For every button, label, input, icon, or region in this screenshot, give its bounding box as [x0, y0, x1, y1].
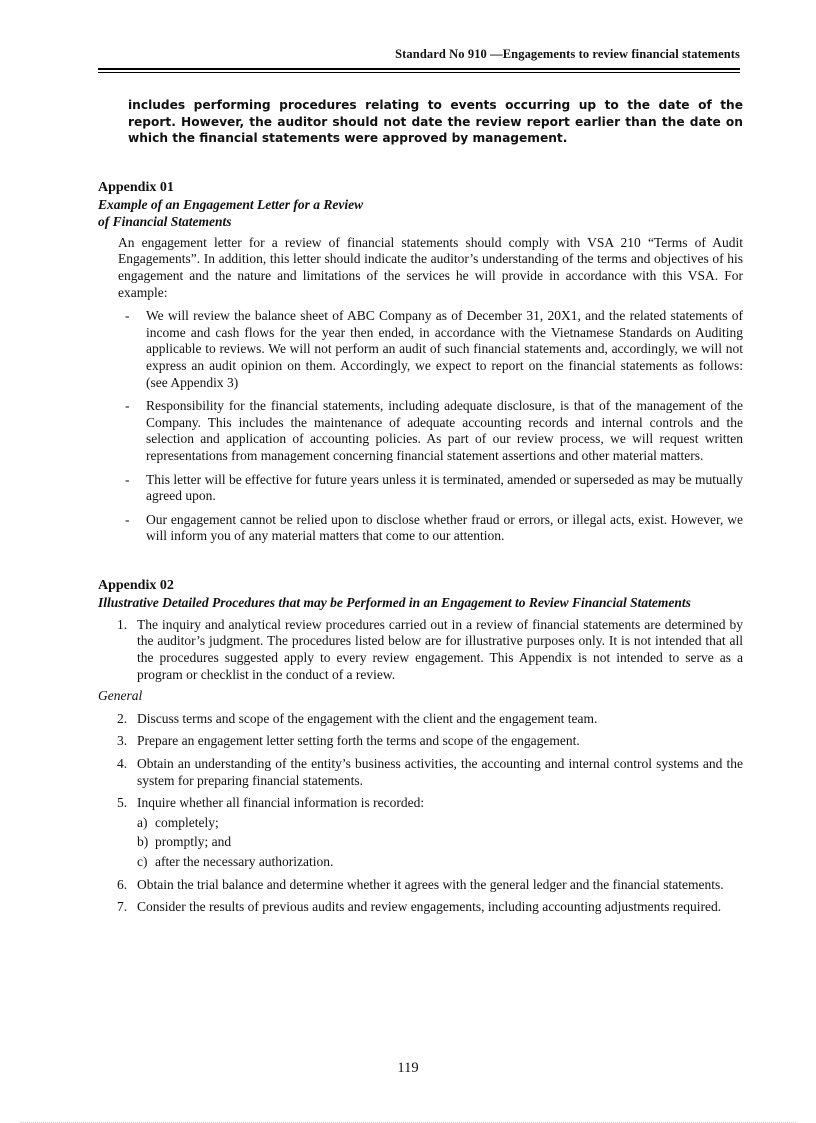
- list-item: [117, 756, 743, 789]
- dash-marker: -: [125, 308, 130, 324]
- list-item: [125, 511, 743, 545]
- list-item: [117, 899, 743, 916]
- list-item: [125, 308, 743, 391]
- page-number: 119: [397, 1060, 419, 1076]
- appendix-01-paragraph: An engagement letter for a review of financial statements should comply with VSA 210 “Terms of Audit Engagements”. In addition, this letter should indicate the auditor’s understanding of the terms and objectives of his engagement and the nature and limitations of the services he will provide in accordance with this VSA. For example:: [118, 234, 743, 300]
- appendix-01-subtitle-line1: Example of an Engagement Letter for a Review: [98, 196, 364, 212]
- list-item: [117, 795, 743, 812]
- number-marker: 2.: [117, 710, 128, 726]
- list-item-text: Inquire whether all financial information is recorded:: [137, 795, 425, 811]
- list-item-text: Prepare an engagement letter setting forth the terms and scope of the engagement.: [137, 733, 580, 749]
- dash-marker: -: [125, 398, 130, 414]
- list-item: [117, 710, 743, 728]
- page-content: [98, 97, 743, 916]
- list-item: [117, 876, 743, 894]
- header-rule-thin: [98, 72, 740, 73]
- number-marker: 4.: [117, 756, 128, 772]
- list-item-text: The inquiry and analytical review procedures carried out in a review of financial statements are determined by the auditor’s judgment. The procedures listed below are for illustrative purposes only. It is not intended that all the procedures suggested apply to every review engagement. This Appendix is not intended to serve as a program or checklist in the conduct of a review.: [137, 616, 743, 682]
- list-item-text: Responsibility for the financial statements, including adequate disclosure, is that of the management of the Company. This includes the maintenance of adequate accounting records and internal controls and the selection and application of accounting policies. As part of our review process, we will request written representations from management concerning financial statement assertions and other material matters.: [146, 398, 743, 463]
- list-item-text: We will review the balance sheet of ABC Company as of December 31, 20X1, and the related statements of income and cash flows for the year then ended, in accordance with the Vietnamese Standards on Auditing applicable to reviews. We will not perform an audit of such financial statements and, accordingly, we will not express an audit opinion on them. Accordingly, we expect to report on the financial statements as follows: (see Appendix 3): [146, 308, 743, 390]
- letter-marker: a): [137, 814, 148, 830]
- number-marker: 6.: [117, 876, 128, 892]
- list-item-text: Obtain the trial balance and determine whether it agrees with the general ledger and the financial statements.: [137, 876, 724, 892]
- list-item: [117, 733, 743, 750]
- list-item-text: Our engagement cannot be relied upon to disclose whether fraud or errors, or illegal acts, exist. However, we will inform you of any material matters that come to our attention.: [146, 511, 743, 544]
- number-marker: 7.: [117, 899, 128, 915]
- sub-list-item-text: promptly; and: [155, 834, 232, 850]
- list-item-text: Consider the results of previous audits and review engagements, including accounting adjustments required.: [137, 899, 722, 915]
- running-header: Standard No 910 —Engagements to review financial statements: [395, 47, 740, 61]
- number-marker: 5.: [117, 795, 128, 811]
- list-item: [125, 471, 743, 505]
- list-item-text: Discuss terms and scope of the engagement with the client and the engagement team.: [137, 710, 598, 726]
- appendix-01-subtitle: [98, 196, 743, 230]
- header-rule-thick: [98, 68, 740, 70]
- list-item: [117, 616, 743, 683]
- appendix-02-heading: Appendix 02: [98, 577, 174, 593]
- letter-marker: c): [137, 854, 148, 869]
- list-item-text: Obtain an understanding of the entity’s business activities, the accounting and internal control systems and the system for preparing financial statements.: [137, 756, 743, 788]
- dash-marker: -: [125, 471, 130, 487]
- sub-list-item-text: completely;: [155, 814, 219, 830]
- appendix-01-subtitle-line2: of Financial Statements: [98, 213, 232, 229]
- number-marker: 3.: [117, 733, 128, 749]
- list-item: [125, 398, 743, 464]
- sub-list-item: [137, 814, 743, 832]
- intro-paragraph: includes performing procedures relating to events occurring up to the date of the report. However, the auditor should not date the review report earlier than the date on which the financial statements were approved by management.: [128, 98, 743, 146]
- appendix-02-subtitle: Illustrative Detailed Procedures that may be Performed in an Engagement to Review Financial Statements: [98, 594, 691, 610]
- section-general-heading: General: [98, 688, 143, 704]
- letter-marker: b): [137, 834, 149, 850]
- dash-marker: -: [125, 511, 130, 527]
- sub-list-item: [137, 834, 743, 851]
- appendix-01-heading: Appendix 01: [98, 179, 174, 195]
- sub-list-item: [137, 854, 743, 871]
- sub-list-item-text: after the necessary authorization.: [155, 854, 334, 869]
- list-item-text: This letter will be effective for future years unless it is terminated, amended or superseded as may be mutually agreed upon.: [146, 471, 743, 504]
- number-marker: 1.: [117, 616, 128, 632]
